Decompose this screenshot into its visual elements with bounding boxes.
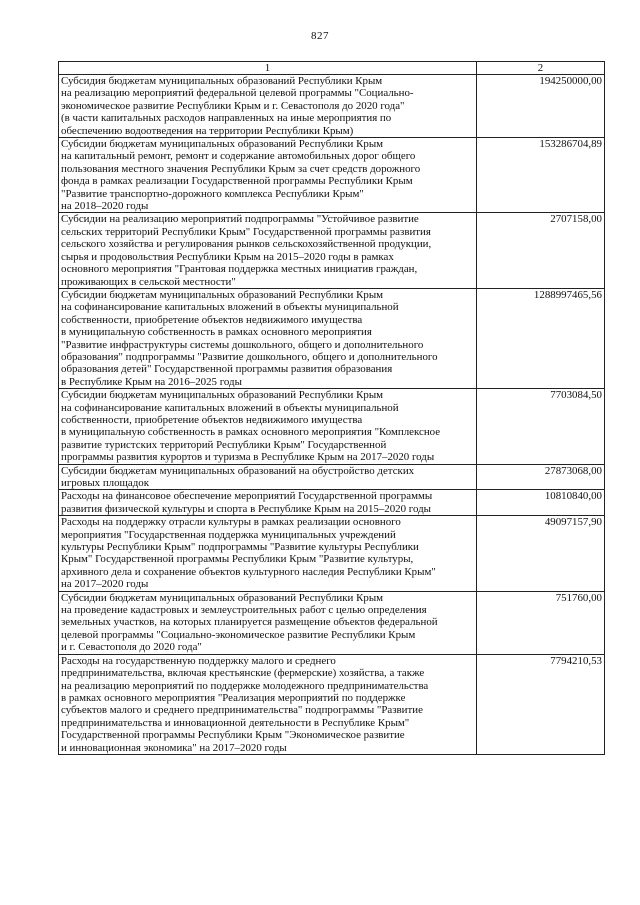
row-amount: 7703084,50 [477, 389, 605, 464]
row-amount: 153286704,89 [477, 138, 605, 213]
table-row [59, 138, 605, 213]
row-amount: 751760,00 [477, 591, 605, 654]
row-description: Субсидии бюджетам муниципальных образований Республики Крым на софинансирование капитальных вложений в объекты муниципальной собственности, приобретение объектов недвижимого имущества в муниципальную собственность в рамках основного мероприятия "Комплексное развитие туристских территорий Республики Крым" Государственной программы развития курортов и туризма в Республике Крым на 2017–2020 годы [59, 389, 477, 464]
row-description: Расходы на поддержку отрасли культуры в рамках реализации основного мероприятия "Государственная поддержка муниципальных учреждений культуры Республики Крым" подпрограммы "Развитие культуры Республики Крым" Государственной программы Республики Крым "Развитие культуры, архивного дела и сохранение объектов культурного наследия Республики Крым" на 2017–2020 годы [59, 516, 477, 591]
row-amount: 27873068,00 [477, 464, 605, 490]
table-header-row [59, 62, 605, 75]
column-header-1: 1 [59, 62, 477, 75]
row-amount: 10810840,00 [477, 490, 605, 516]
budget-table [58, 61, 605, 755]
table-row [59, 490, 605, 516]
row-amount: 1288997465,56 [477, 288, 605, 388]
column-header-2: 2 [477, 62, 605, 75]
row-amount: 2707158,00 [477, 213, 605, 288]
table-row [59, 654, 605, 754]
row-description: Расходы на государственную поддержку малого и среднего предпринимательства, включая крестьянские (фермерские) хозяйства, а также на реализацию мероприятий по поддержке молодежного предпринимательства в рамках основного мероприятия "Реализация мероприятий по поддержке субъектов малого и среднего предпринимательства" подпрограммы "Развитие предпринимательства и инновационной деятельности в Республике Крым" Государственной программы Республики Крым "Экономическое развитие и инновационная экономика" на 2017–2020 годы [59, 654, 477, 754]
table-row [59, 288, 605, 388]
table-row [59, 591, 605, 654]
row-description: Субсидии бюджетам муниципальных образований на обустройство детских игровых площадок [59, 464, 477, 490]
row-description: Субсидии бюджетам муниципальных образований Республики Крым на софинансирование капитальных вложений в объекты муниципальной собственности, приобретение объектов недвижимого имущества в муниципальную собственность в рамках основного мероприятия "Развитие инфраструктуры системы дошкольного, общего и дополнительного образования" подпрограммы "Развитие дошкольного, общего и дополнительного образования детей" Государственной программы развития образования в Республике Крым на 2016–2025 годы [59, 288, 477, 388]
row-amount: 7794210,53 [477, 654, 605, 754]
row-description: Субсидии на реализацию мероприятий подпрограммы "Устойчивое развитие сельских территорий Республики Крым" Государственной программы развития сельского хозяйства и регулирования рынков сельскохозяйственной продукции, сырья и продовольствия Республики Крым на 2015–2020 годы в рамках основного мероприятия "Грантовая поддержка местных инициатив граждан, проживающих в сельской местности" [59, 213, 477, 288]
row-description: Субсидия бюджетам муниципальных образований Республики Крым на реализацию мероприятий федеральной целевой программы "Социально- экономическое развитие Республики Крым и г. Севастополя до 2020 года" (в части капитальных расходов направленных на иные мероприятия по обеспечению водоотведения на территории Республики Крым) [59, 75, 477, 138]
table-row [59, 389, 605, 464]
row-description: Субсидии бюджетам муниципальных образований Республики Крым на капитальный ремонт, ремонт и содержание автомобильных дорог общего пользования местного значения Республики Крым за счет средств дорожного фонда в рамках реализации Государственной программы Республики Крым "Развитие транспортно-дорожного комплекса Республики Крым" на 2018–2020 годы [59, 138, 477, 213]
page-number: 827 [311, 30, 329, 42]
row-description: Субсидии бюджетам муниципальных образований Республики Крым на проведение кадастровых и землеустроительных работ с целью определения земельных участков, на которых планируется размещение объектов федеральной целевой программы "Социально-экономическое развитие Республики Крым и г. Севастополя до 2020 года" [59, 591, 477, 654]
table-row [59, 213, 605, 288]
table-row [59, 464, 605, 490]
table-row [59, 75, 605, 138]
row-description: Расходы на финансовое обеспечение мероприятий Государственной программы развития физической культуры и спорта в Республике Крым на 2015–2020 годы [59, 490, 477, 516]
row-amount: 194250000,00 [477, 75, 605, 138]
row-amount: 49097157,90 [477, 516, 605, 591]
table-row [59, 516, 605, 591]
